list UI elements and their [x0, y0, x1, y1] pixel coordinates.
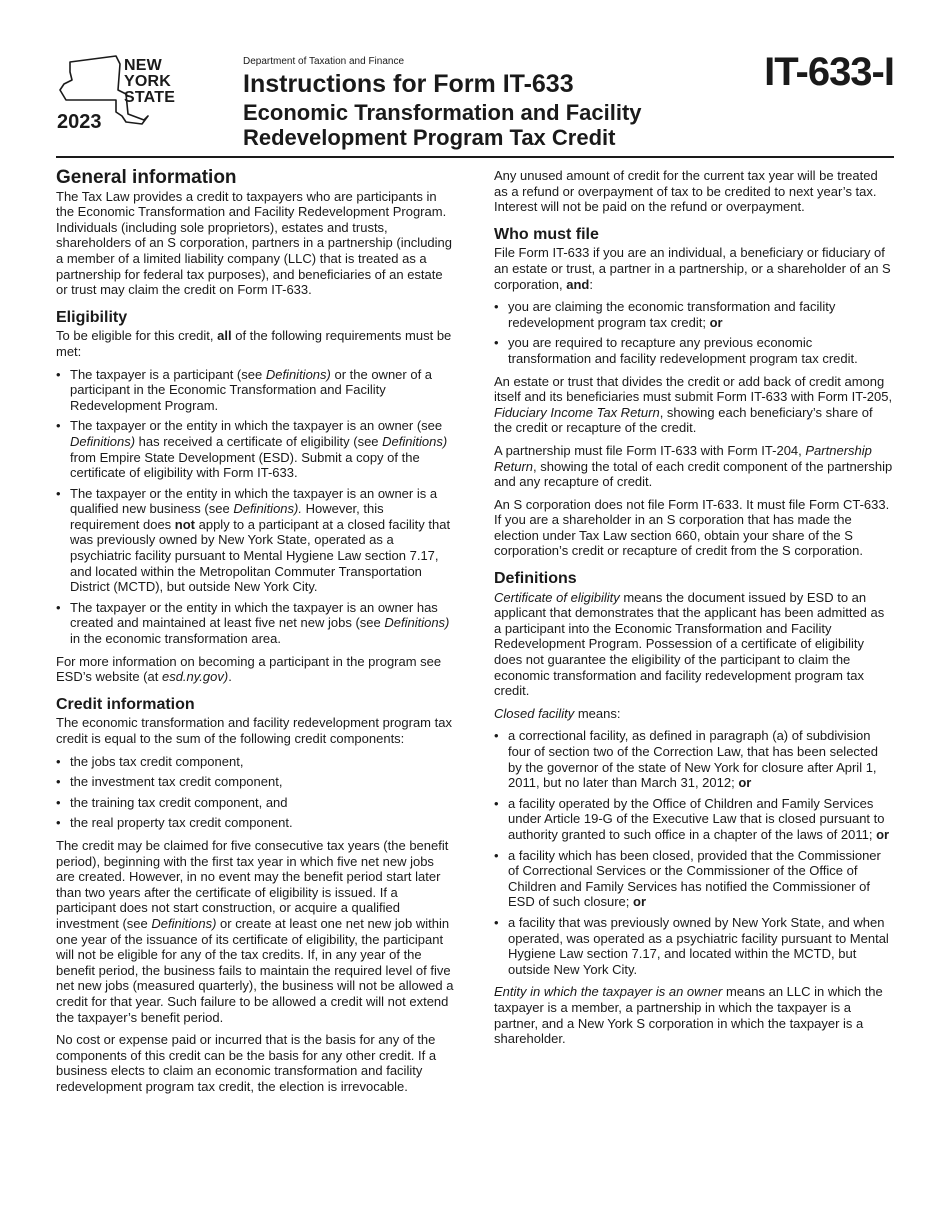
benefit-period-text: The credit may be claimed for five consecutive tax years (the benefit period), beginning with the first tax year in which five net new jobs are created. However, in no event may the benefit period start later than two years after the certificate of eligibility is issued. If a participant does not start construction, or acquire a qualified investment (see Definitions) or create at least one net new job within one year of the issuance of its certificate of eligibility, the participant will not be eligible for any of the tax credits. If, in any year of the benefit period, the business fails to maintain the required level of five net new jobs (measured quarterly), the business will not be allowed a credit for that year. Such failure to be allowed a credit will not extend the taxpayer’s benefit period.: [56, 837, 454, 1025]
closed-facility-list: [494, 728, 894, 977]
right-column: [494, 168, 894, 1054]
who-must-file-list: [494, 299, 894, 366]
list-item: • a correctional facility, as defined in paragraph (a) of subdivision four of section two of the Correction Law, that has been selected by the governor of the state of New York for closure after April 1, 2011, but no later than March 31, 2012; or: [494, 728, 894, 790]
eligibility-heading: Eligibility: [56, 308, 128, 326]
list-item: • The taxpayer is a participant (see Definitions) or the owner of a participant in the Economic Transformation and Facility Redevelopment Program.: [56, 367, 456, 414]
closed-facility-definition: Closed facility means:: [494, 705, 621, 721]
more-information-text: For more information on becoming a participant in the program see ESD’s website (at esd.ny.gov).: [56, 653, 442, 685]
header-divider: [56, 156, 894, 158]
form-number: IT-633-I: [764, 50, 894, 94]
list-item: • you are required to recapture any previous economic transformation and facility redevelopment program tax credit.: [494, 335, 894, 366]
credit-components-list: [56, 754, 456, 831]
page-title: Instructions for Form IT-633: [243, 70, 574, 98]
left-column: [56, 168, 456, 1101]
unused-credit-text: Any unused amount of credit for the current tax year will be treated as a refund or overpayment of tax to be credited to next year’s tax. Interest will not be paid on the refund or overpayment.: [494, 168, 878, 215]
estate-trust-text: An estate or trust that divides the credit or add back of credit among itself and its beneficiaries must submit Form IT-633 with Form IT-205, Fiduciary Income Tax Return, showing each beneficiary’s share of the credit or recapture of the credit.: [494, 373, 893, 436]
list-item: • The taxpayer or the entity in which the taxpayer is an owner has created and maintained at least five net new jobs (see Definitions) in the economic transformation area.: [56, 600, 456, 647]
eligibility-list: [56, 367, 456, 647]
eligibility-intro: To be eligible for this credit, all of the following requirements must be met:: [56, 328, 452, 359]
list-item: • The taxpayer or the entity in which the taxpayer is an owner (see Definitions) has received a certificate of eligibility (see Definitions) from Empire State Development (ESD). Submit a copy of the certificate of eligibility with Form IT-633.: [56, 418, 456, 480]
cost-basis-text: No cost or expense paid or incurred that is the basis for any of the components of this credit can be the basis for any other credit. If a business elects to claim an economic transformation and facility redevelopment program tax credit, the election is irrevocable.: [56, 1032, 437, 1094]
credit-information-heading: Credit information: [56, 695, 195, 713]
general-information-text: The Tax Law provides a credit to taxpayers who are participants in the Economic Transformation and Facility Redevelopment Program. Individuals (including sole proprietors), estates and trusts, shareholders of an S corporation, partners in a partnership (including a member of a limited liability company (LLC) that is treated as a partnership for federal tax purposes), and beneficiaries of an estate or trust may claim the credit on Form IT-633.: [56, 188, 453, 298]
list-item: • the investment tax credit component,: [56, 774, 456, 790]
list-item: • The taxpayer or the entity in which the taxpayer is an owner is a qualified new business (see Definitions). However, this requirement does not apply to a participant at a closed facility that was previously owned by New York State, operated as a psychiatric facility pursuant to Mental Hygiene Law section 7.17, and located within the Metropolitan Commuter Transportation District (MCTD), but outside New York City.: [56, 486, 456, 595]
who-must-file-intro: File Form IT-633 if you are an individual, a beneficiary or fiduciary of an estate or trust, a partner in a partnership, or a shareholder of an S corporation, and:: [494, 245, 891, 292]
general-information-heading: General information: [56, 167, 237, 188]
list-item: • a facility which has been closed, provided that the Commissioner of Correctional Services or the Commissioner of the Office of Children and Family Services has notified the Commissioner of ESD of such closure; or: [494, 848, 894, 910]
list-item: • the training tax credit component, and: [56, 795, 456, 811]
who-must-file-heading: Who must file: [494, 225, 599, 243]
page-subtitle: Economic Transformation and Facility Redevelopment Program Tax Credit: [243, 100, 642, 150]
definitions-heading: Definitions: [494, 570, 577, 588]
list-item: • the real property tax credit component.: [56, 815, 456, 831]
s-corporation-text: An S corporation does not file Form IT-633. It must file Form CT-633. If you are a shareholder in an S corporation that has made the election under Tax Law section 660, obtain your share of the S corporation’s credit or recapture of credit from the S corporation.: [494, 496, 890, 559]
department-name: Department of Taxation and Finance: [243, 56, 405, 67]
list-item: • a facility operated by the Office of Children and Family Services under Article 19-G of the Executive Law that is closed pursuant to authority granted to such office in a chapter of the laws of 2011; or: [494, 796, 894, 843]
esd-website-link[interactable]: esd.ny.gov): [161, 669, 229, 685]
tax-year: 2023: [57, 111, 102, 133]
logo-wordmark: NEW YORK STATE: [124, 57, 176, 106]
list-item: • the jobs tax credit component,: [56, 754, 456, 770]
list-item: • a facility that was previously owned by New York State, and when operated, was operated as a psychiatric facility pursuant to Mental Hygiene Law section 7.17, and located within the MCTD, but outside New York City.: [494, 915, 894, 977]
partnership-text: A partnership must file Form IT-633 with Form IT-204, Partnership Return, showing the total of each credit component of the partnership and any recapture of credit.: [494, 442, 893, 490]
entity-owner-definition: Entity in which the taxpayer is an owner means an LLC in which the taxpayer is a member, a partnership in which the taxpayer is a partner, and a New York S corporation in which the taxpayer is a shareholder.: [494, 984, 883, 1047]
credit-intro: The economic transformation and facility redevelopment program tax credit is equal to the sum of the following credit components:: [56, 715, 452, 746]
list-item: • you are claiming the economic transformation and facility redevelopment program tax credit; or: [494, 299, 894, 330]
certificate-definition: Certificate of eligibility means the document issued by ESD to an applicant that demonstrates that the applicant has been admitted as a participant into the Economic Transformation and Facility Redevelopment Program. Possession of a certificate of eligibility does not guarantee the eligibility of the participant to claim the economic transformation and facility redevelopment program tax credit.: [494, 589, 885, 699]
